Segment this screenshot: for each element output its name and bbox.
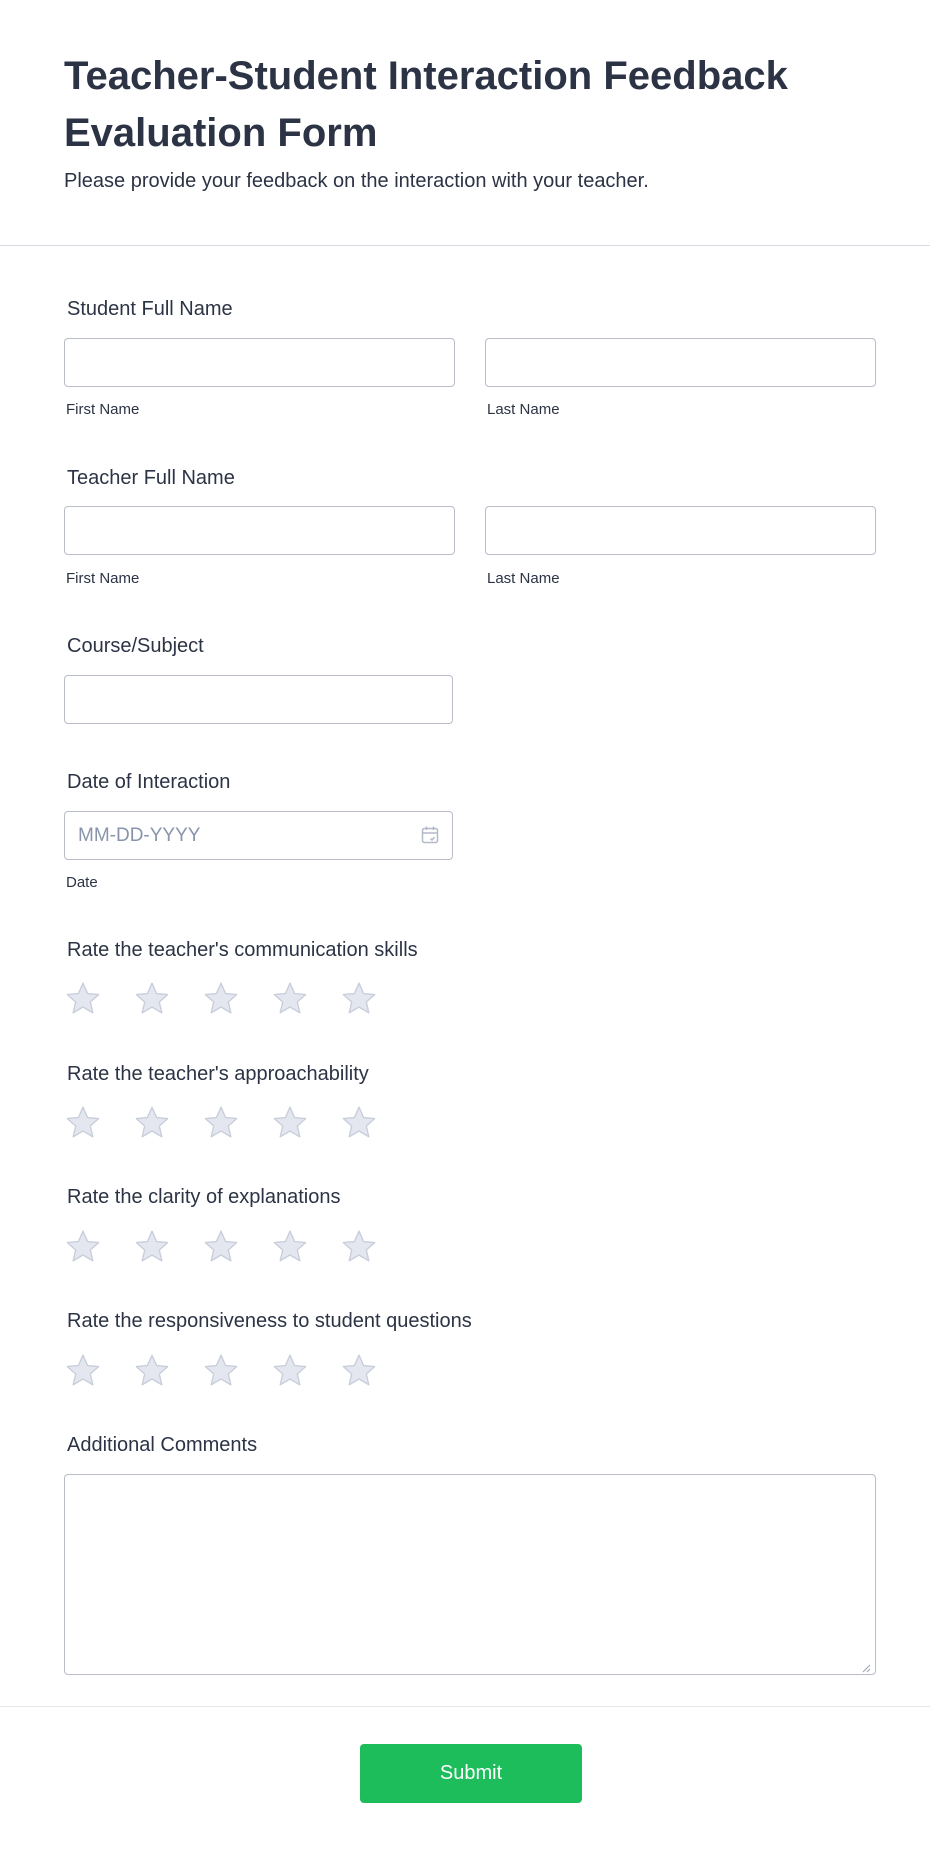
comments-label: Additional Comments	[67, 1434, 258, 1456]
star-icon[interactable]	[63, 1351, 103, 1391]
star-icon[interactable]	[132, 979, 172, 1019]
star-icon[interactable]	[63, 979, 103, 1019]
star-icon[interactable]	[339, 1351, 379, 1391]
teacher-first-name-input[interactable]	[64, 506, 455, 555]
teacher-first-name-sublabel: First Name	[66, 570, 140, 587]
student-first-name-sublabel: First Name	[66, 401, 140, 418]
star-icon[interactable]	[201, 979, 241, 1019]
star-icon[interactable]	[270, 1351, 310, 1391]
star-icon[interactable]	[201, 1351, 241, 1391]
rating-communication-stars[interactable]	[63, 979, 393, 1019]
star-icon[interactable]	[270, 979, 310, 1019]
course-label: Course/Subject	[67, 635, 204, 657]
star-icon[interactable]	[339, 979, 379, 1019]
star-icon[interactable]	[201, 1103, 241, 1143]
resize-grip-icon[interactable]	[861, 1660, 871, 1670]
calendar-icon[interactable]	[420, 825, 440, 845]
teacher-name-label: Teacher Full Name	[67, 467, 235, 489]
student-last-name-input[interactable]	[485, 338, 876, 387]
form-subtitle: Please provide your feedback on the interaction with your teacher.	[64, 170, 649, 192]
date-sublabel: Date	[66, 874, 98, 891]
star-icon[interactable]	[132, 1103, 172, 1143]
course-input[interactable]	[64, 675, 453, 724]
student-name-label: Student Full Name	[67, 298, 233, 320]
footer-divider	[0, 1706, 930, 1707]
star-icon[interactable]	[201, 1227, 241, 1267]
date-input[interactable]	[64, 811, 453, 860]
student-last-name-sublabel: Last Name	[487, 401, 560, 418]
rating-responsiveness-stars[interactable]	[63, 1351, 393, 1391]
comments-textarea[interactable]	[64, 1474, 876, 1675]
star-icon[interactable]	[270, 1103, 310, 1143]
star-icon[interactable]	[339, 1103, 379, 1143]
rating-approachability-label: Rate the teacher's approachability	[67, 1063, 369, 1085]
rating-responsiveness-label: Rate the responsiveness to student questions	[67, 1310, 472, 1332]
submit-button[interactable]: Submit	[360, 1744, 582, 1803]
rating-communication-label: Rate the teacher's communication skills	[67, 939, 418, 961]
star-icon[interactable]	[63, 1227, 103, 1267]
star-icon[interactable]	[132, 1227, 172, 1267]
form-title: Teacher-Student Interaction Feedback Evaluation Form	[64, 54, 788, 155]
rating-approachability-stars[interactable]	[63, 1103, 393, 1143]
star-icon[interactable]	[339, 1227, 379, 1267]
date-placeholder: MM-DD-YYYY	[78, 825, 201, 846]
rating-clarity-stars[interactable]	[63, 1227, 393, 1267]
star-icon[interactable]	[270, 1227, 310, 1267]
teacher-last-name-input[interactable]	[485, 506, 876, 555]
teacher-last-name-sublabel: Last Name	[487, 570, 560, 587]
date-label: Date of Interaction	[67, 771, 231, 793]
student-first-name-input[interactable]	[64, 338, 455, 387]
star-icon[interactable]	[132, 1351, 172, 1391]
star-icon[interactable]	[63, 1103, 103, 1143]
form-header	[0, 0, 930, 246]
rating-clarity-label: Rate the clarity of explanations	[67, 1186, 341, 1208]
